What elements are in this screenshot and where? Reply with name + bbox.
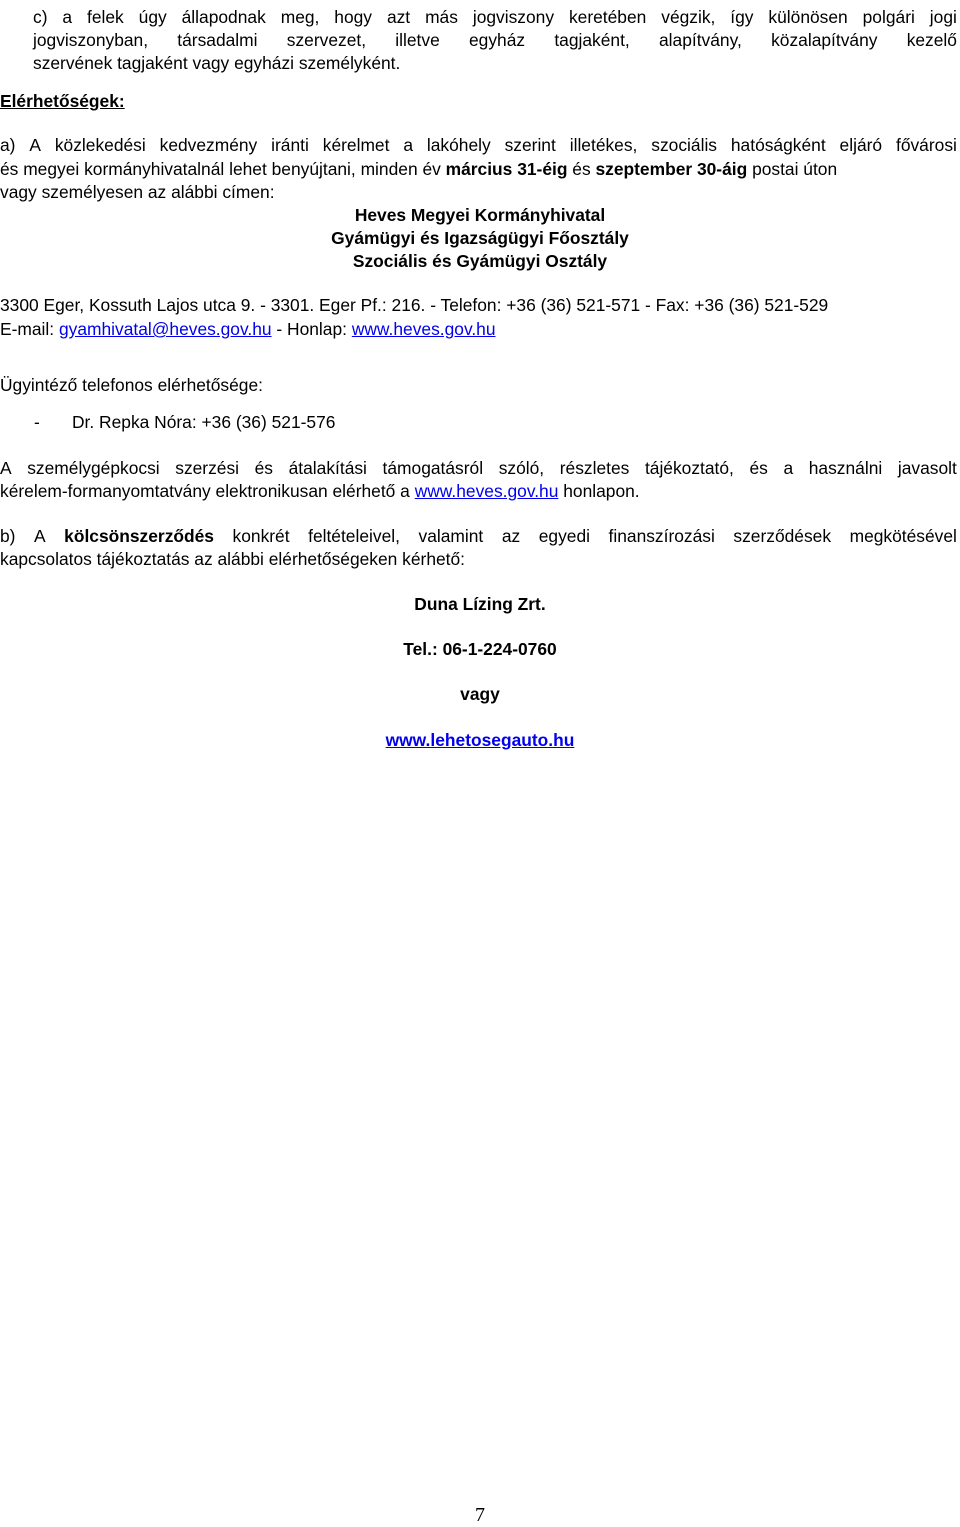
word: eljáró bbox=[839, 135, 883, 155]
word: egyház bbox=[469, 30, 526, 50]
word: illetve bbox=[395, 30, 440, 50]
word: tagjaként, bbox=[554, 30, 630, 50]
word: keretében bbox=[568, 7, 647, 27]
word: végzik, bbox=[661, 7, 716, 27]
word: szervezet, bbox=[286, 30, 367, 50]
word: hogy bbox=[334, 7, 373, 27]
word: jogviszony bbox=[472, 7, 555, 27]
word: személygépkocsi bbox=[27, 458, 160, 478]
heves-website-link[interactable]: www.heves.gov.hu bbox=[414, 481, 559, 501]
para-b-line-2: kapcsolatos tájékoztatás az alábbi elérhetőségeken kérhető: bbox=[0, 549, 466, 569]
website-link[interactable]: www.heves.gov.hu bbox=[351, 319, 496, 339]
word: tájékoztató, bbox=[644, 458, 734, 478]
word: b) bbox=[0, 526, 16, 546]
word: közlekedési bbox=[54, 135, 146, 155]
bold-word: kölcsönszerződés bbox=[64, 526, 214, 546]
para-c-line-2 bbox=[33, 29, 957, 51]
word: szóló, bbox=[498, 458, 545, 478]
word: egyedi bbox=[538, 526, 590, 546]
word: A bbox=[0, 458, 12, 478]
para-c-line-3: szervének tagjaként vagy egyházi személyként. bbox=[33, 53, 401, 73]
clerk-heading: Ügyintéző telefonos elérhetősége: bbox=[0, 375, 263, 395]
para-car-line-1 bbox=[0, 457, 957, 479]
word: javasolt bbox=[897, 458, 957, 478]
office-name: Heves Megyei Kormányhivatal bbox=[354, 205, 606, 225]
word: úgy bbox=[138, 7, 167, 27]
word: c) bbox=[33, 7, 48, 27]
word: más bbox=[425, 7, 458, 27]
office-department: Gyámügyi és Igazságügyi Főosztály bbox=[331, 228, 629, 248]
word: felek bbox=[87, 7, 124, 27]
word: szerződések bbox=[733, 526, 832, 546]
para-a-line-2: és megyei kormányhivatalnál lehet benyújtani, minden év március 31-éig és szeptember 30-áig postai úton bbox=[0, 159, 838, 179]
word: a) bbox=[0, 135, 16, 155]
lender-name: Duna Lízing Zrt. bbox=[414, 594, 546, 614]
address-line: 3300 Eger, Kossuth Lajos utca 9. - 3301. Eger Pf.: 216. - Telefon: +36 (36) 521-571 - Fax: +36 (36) 521-529 bbox=[0, 295, 829, 315]
para-car-line-2: kérelem-formanyomtatvány elektronikusan elérhető a www.heves.gov.hu honlapon. bbox=[0, 481, 640, 501]
word: részletes bbox=[559, 458, 630, 478]
list-dash: - bbox=[34, 412, 40, 432]
word: polgári bbox=[862, 7, 915, 27]
clerk-entry: - Dr. Repka Nóra: +36 (36) 521-576 bbox=[0, 411, 335, 433]
para-c-line-1 bbox=[33, 6, 957, 28]
word: átalakítási bbox=[288, 458, 367, 478]
word: használni bbox=[808, 458, 883, 478]
lender-website-link[interactable]: www.lehetosegauto.hu bbox=[385, 730, 575, 750]
word: kezelő bbox=[906, 30, 957, 50]
word: szerzési bbox=[175, 458, 240, 478]
word: illetékes, bbox=[569, 135, 638, 155]
word: állapodnak bbox=[181, 7, 266, 27]
para-a-line-1 bbox=[0, 134, 957, 156]
word: kérelmet bbox=[322, 135, 390, 155]
word: közalapítvány bbox=[771, 30, 878, 50]
word: támogatásról bbox=[382, 458, 484, 478]
word: valamint bbox=[418, 526, 484, 546]
word: lakóhely bbox=[426, 135, 491, 155]
word: így bbox=[730, 7, 754, 27]
word: meg, bbox=[280, 7, 320, 27]
word: alapítvány, bbox=[659, 30, 742, 50]
email-link[interactable]: gyamhivatal@heves.gov.hu bbox=[58, 319, 272, 339]
office-unit: Szociális és Gyámügyi Osztály bbox=[352, 251, 608, 271]
email-web-line: E-mail: gyamhivatal@heves.gov.hu - Honlap: www.heves.gov.hu bbox=[0, 319, 496, 339]
word: a bbox=[403, 135, 413, 155]
word: konkrét bbox=[232, 526, 290, 546]
word: a bbox=[783, 458, 794, 478]
word: hatóságként bbox=[730, 135, 826, 155]
word: iránti bbox=[271, 135, 309, 155]
word: kedvezmény bbox=[159, 135, 258, 155]
word: jogviszonyban, bbox=[33, 30, 149, 50]
word: A bbox=[34, 526, 46, 546]
word: azt bbox=[386, 7, 411, 27]
lender-or: vagy bbox=[460, 684, 500, 704]
word: az bbox=[501, 526, 521, 546]
word: jogi bbox=[929, 7, 957, 27]
para-a-line-3: vagy személyesen az alábbi címen: bbox=[0, 182, 275, 202]
para-b-line-1 bbox=[0, 525, 957, 547]
page-number: 7 bbox=[475, 1504, 485, 1526]
word: és bbox=[749, 458, 768, 478]
word: a bbox=[62, 7, 73, 27]
lender-website bbox=[0, 729, 960, 751]
word: és bbox=[254, 458, 274, 478]
word: fővárosi bbox=[895, 135, 957, 155]
word: társadalmi bbox=[177, 30, 258, 50]
word: megkötésével bbox=[849, 526, 957, 546]
word: szerint bbox=[504, 135, 556, 155]
contacts-heading: Elérhetőségek: bbox=[0, 91, 125, 111]
word: különösen bbox=[768, 7, 848, 27]
word: A bbox=[29, 135, 41, 155]
word: feltételeivel, bbox=[308, 526, 400, 546]
word: finanszírozási bbox=[608, 526, 715, 546]
lender-phone: Tel.: 06-1-224-0760 bbox=[403, 639, 557, 659]
word: szociális bbox=[651, 135, 717, 155]
